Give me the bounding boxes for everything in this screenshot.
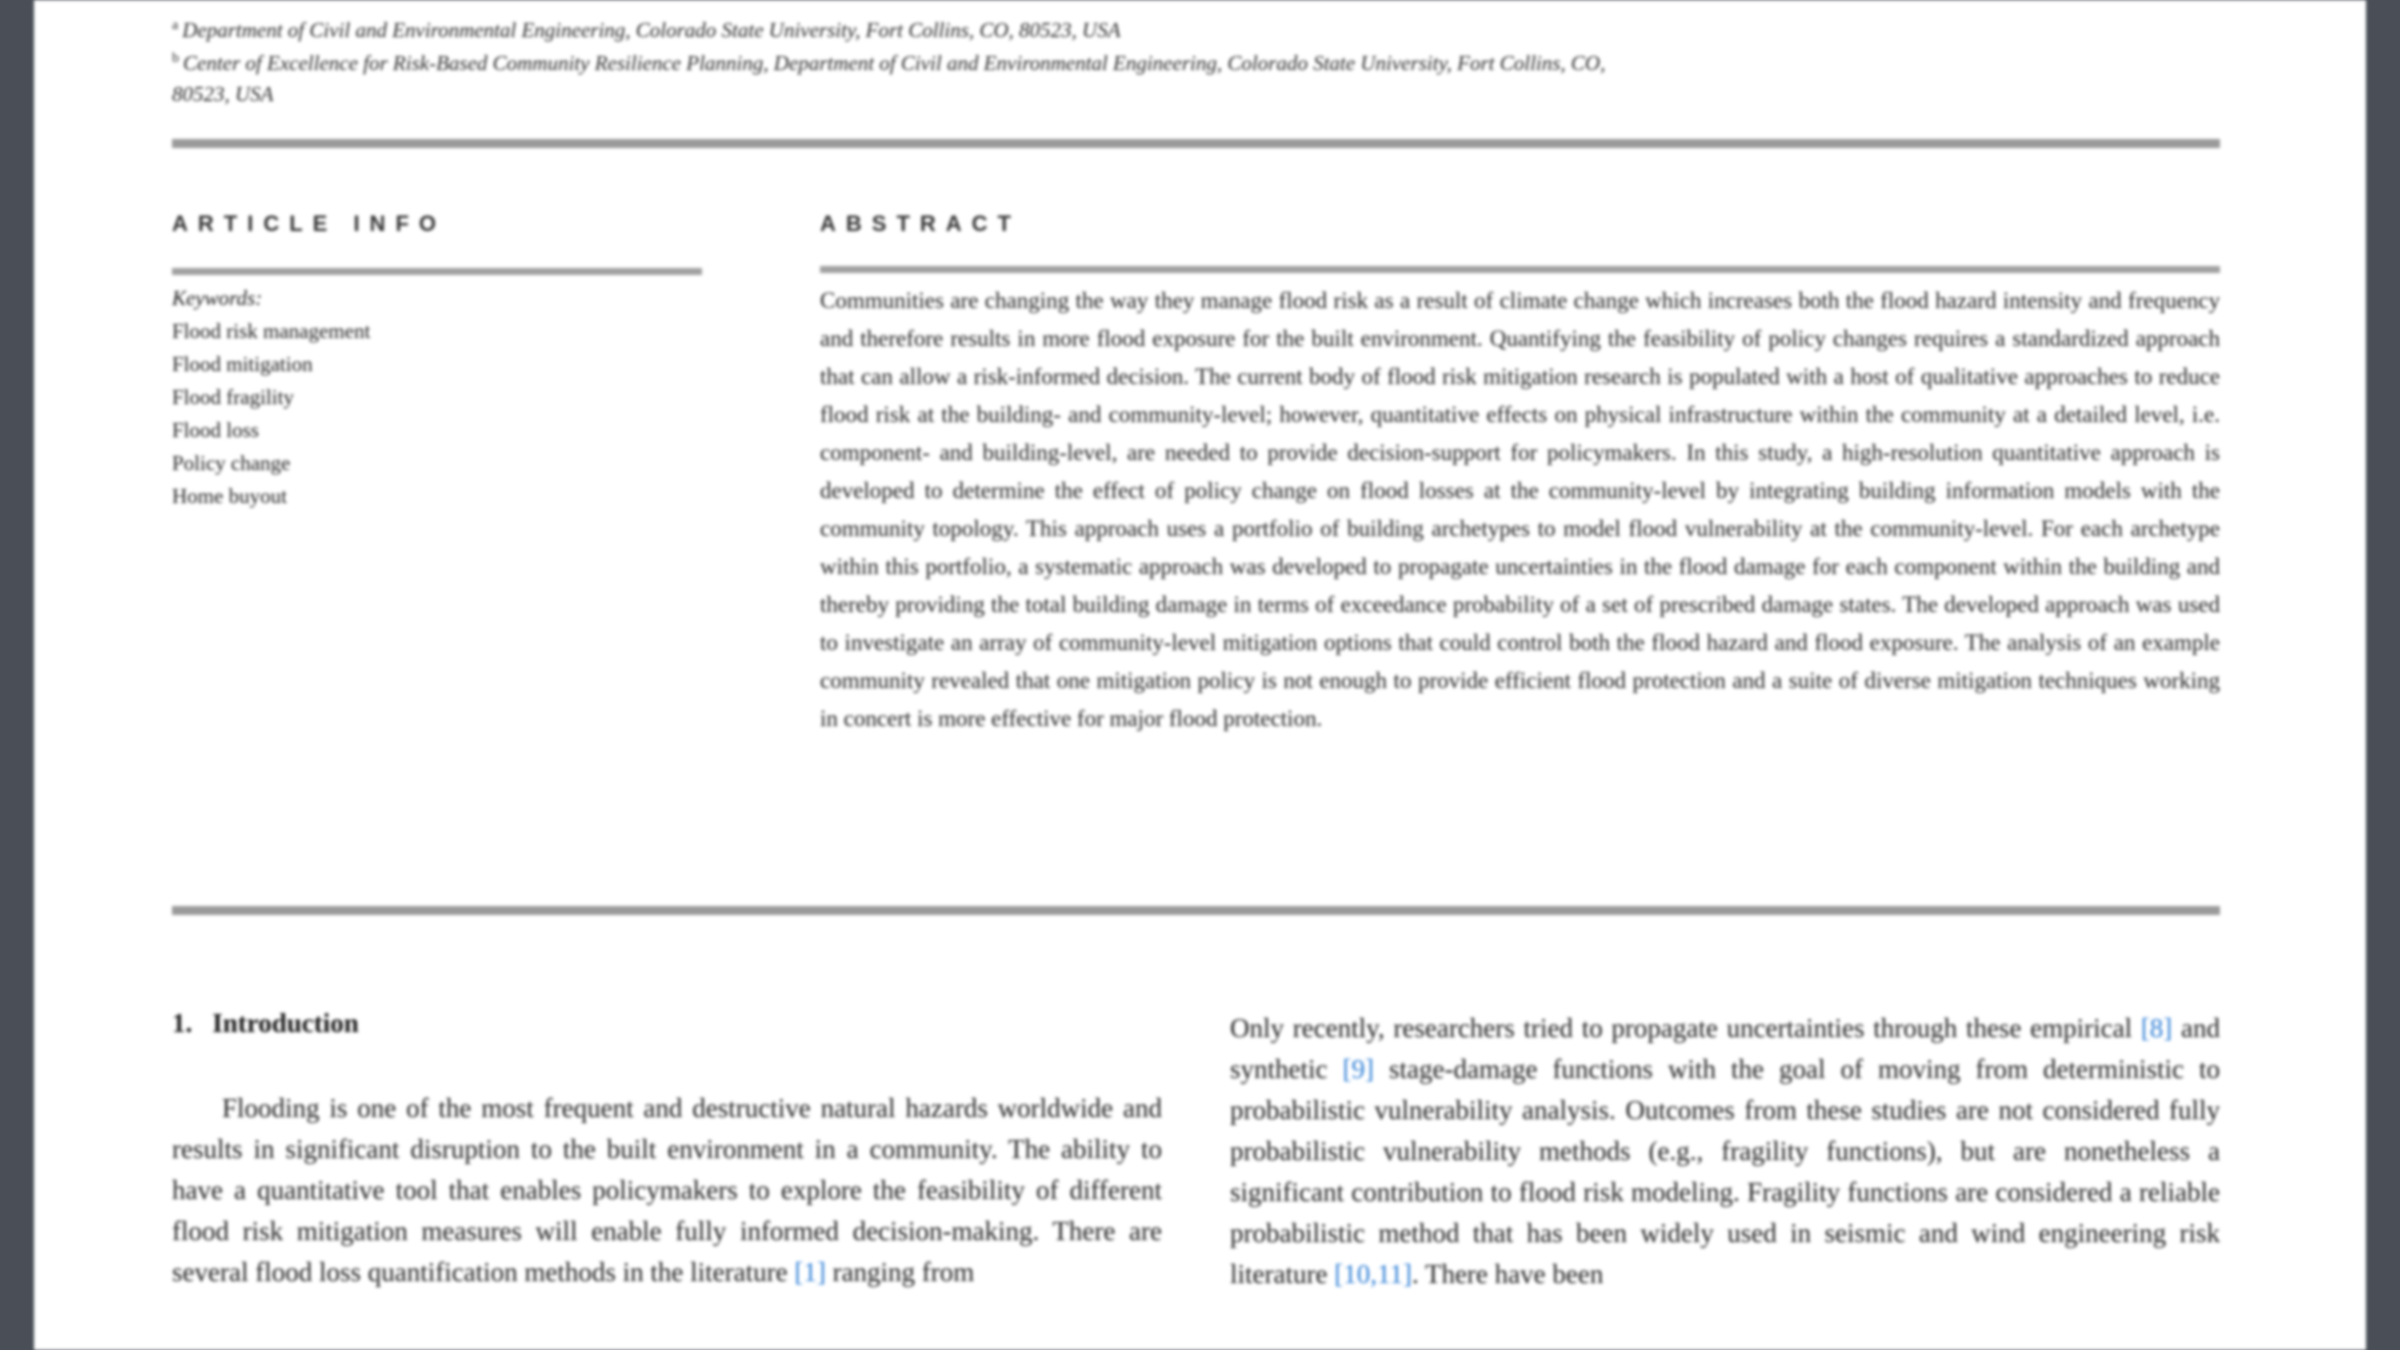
section-heading-introduction: [172, 1008, 359, 1039]
body-text: . There have been: [1411, 1259, 1604, 1289]
keywords-list: [172, 282, 692, 513]
affiliation-mark: b: [172, 51, 179, 66]
affiliation-b-cont: [172, 78, 274, 110]
body-text: stage-damage functions with the goal of moving from deterministic to probabilistic vulnerability analysis. Outcomes from these studies are not considered fully probabilistic vulnerability methods (e.g., fragility functions), but are nonetheless a significant contribution to flood risk modeling. Fragility functions are considered a reliable probabilistic method that has been widely used in seismic and wind engineering risk literature: [1230, 1054, 2220, 1289]
intro-left-column: [172, 1088, 1162, 1293]
keyword-item: Flood mitigation: [172, 352, 313, 376]
citation-link[interactable]: [9]: [1342, 1054, 1374, 1084]
citation-link[interactable]: [8]: [2140, 1013, 2173, 1043]
viewer-background-right: [2366, 0, 2400, 1350]
body-text: ranging from: [825, 1257, 975, 1287]
bottom-divider: [172, 906, 2220, 915]
viewer-background-left: [0, 0, 34, 1350]
body-text: Flooding is one of the most frequent and destructive natural hazards worldwide and results in significant disruption to the built environment in a community. The ability to have a quantitative tool that enables policymakers to explore the feasibility of different flood risk mitigation measures will enable fully informed decision-making. There are several flood loss quantification methods in the literature: [172, 1093, 1162, 1287]
abstract-divider: [820, 266, 2220, 273]
intro-right-column: [1230, 1008, 2220, 1295]
keyword-item: Policy change: [172, 451, 291, 475]
body-text: Only recently, researchers tried to propagate uncertainties through these empirical: [1230, 1013, 2141, 1043]
affiliation-mark: a: [172, 18, 179, 33]
keyword-item: Home buyout: [172, 484, 287, 508]
pdf-page: [34, 0, 2366, 1350]
body-text: and synthetic: [1230, 1013, 2220, 1084]
keywords-title: Keywords:: [172, 286, 263, 310]
affiliation-text: 80523, USA: [172, 82, 274, 106]
keyword-item: Flood risk management: [172, 319, 371, 343]
section-title: Introduction: [212, 1008, 359, 1038]
section-number: 1.: [172, 1008, 193, 1038]
abstract-heading: ABSTRACT: [820, 211, 1021, 236]
affiliation-text: Department of Civil and Environmental Engineering, Colorado State University, Fort Collins, CO, 80523, USA: [182, 18, 1121, 42]
article-info-heading: ARTICLE INFO: [172, 211, 446, 236]
abstract-text: Communities are changing the way they manage flood risk as a result of climate change which increases both the flood hazard intensity and frequency and therefore results in more flood exposure for the built environment. Quantifying the feasibility of policy changes requires a standardized approach that can allow a risk-informed decision. The current body of flood risk mitigation research is populated with a host of qualitative approaches to reduce flood risk at the building- and community-level; however, quantitative effects on physical infrastructure within the community at a detailed level, i.e. component- and building-level, are needed to provide decision-support for policymakers. In this study, a high-resolution quantitative approach is developed to determine the effect of policy change on flood losses at the community-level by integrating building information models with the community topology. This approach uses a portfolio of building archetypes to model flood vulnerability at the community-level. For each archetype within this portfolio, a systematic approach was developed to propagate uncertainties in the flood damage for each component within the building and thereby providing the total building damage in terms of exceedance probability of a set of prescribed damage states. The developed approach was used to investigate an array of community-level mitigation options that could control both the flood hazard and flood exposure. The analysis of an example community revealed that one mitigation policy is not enough to provide efficient flood protection and a suite of diverse mitigation techniques working in concert is more effective for major flood protection.: [820, 288, 2220, 731]
citation-link[interactable]: [1]: [794, 1257, 826, 1287]
affiliation-b: [172, 43, 1605, 79]
affiliation-text: Center of Excellence for Risk-Based Community Resilience Planning, Department of Civil and Environmental Engineering, Colorado State University, Fort Collins, CO,: [183, 51, 1606, 75]
affiliation-a: [172, 10, 1121, 46]
article-info-divider: [172, 268, 702, 275]
top-divider: [172, 139, 2220, 148]
citation-link[interactable]: [10,11]: [1334, 1259, 1412, 1289]
keyword-item: Flood fragility: [172, 385, 294, 409]
keyword-item: Flood loss: [172, 418, 259, 442]
